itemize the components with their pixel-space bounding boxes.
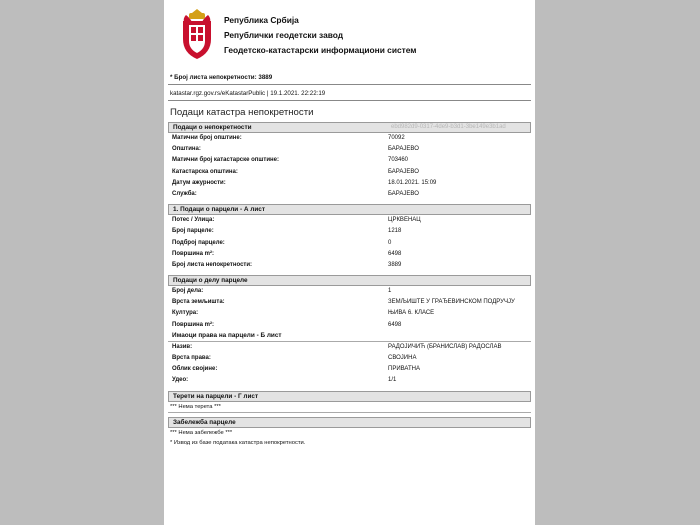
row-label: Број парцеле: [172,228,214,235]
serbian-coat-of-arms-icon [180,9,214,61]
section-title: 1. Подаци о парцели - А лист [173,206,265,214]
row-label: Служба: [172,190,197,197]
row-label: Број листа непокретности: [172,261,253,268]
divider [168,100,531,101]
header-republic: Република Србија [224,15,299,25]
table-row [168,249,531,260]
burdens-note: *** Нема терета *** [168,402,531,413]
row-value: БАРАЈЕВО [388,146,419,153]
table-row [168,167,531,178]
row-value: 0 [388,239,392,246]
row-label: Назив: [172,343,193,350]
row-label: Матични број општине: [172,135,242,141]
row-label: Удео: [172,377,189,384]
divider [168,84,531,85]
section-title: Терети на парцели - Г лист [173,392,259,400]
table-row [168,226,531,237]
row-value: ПРИВАТНА [388,366,420,373]
table-row [168,260,531,271]
table-row [168,375,531,386]
section-title: Имаоци права на парцели - Б лист [172,331,282,339]
row-label: Број дела: [172,288,204,295]
row-label: Катастарска општина: [172,168,238,175]
row-label: Облик својине: [172,366,218,373]
section-header-part [168,275,531,286]
table-row [168,238,531,249]
row-label: Површина m²: [172,321,214,328]
section-header-notes [168,417,531,428]
source-line: katastar.rgz.gov.rs/eKatastarPublic | 19.1.2021. 22:22:19 [170,90,326,97]
notes-note: *** Нема забележбе *** [170,429,233,436]
row-label: Подброј парцеле: [172,239,225,246]
page-title: Подаци катастра непокретности [170,107,314,118]
section-title: Подаци о непокретности [173,124,252,131]
sheet-number-line: * Број листа непокретности: 3889 [170,74,273,81]
row-value: 703460 [388,157,409,164]
table-row [168,286,531,297]
row-value: ЊИВА 6. КЛАСЕ [388,310,435,317]
section-header-burdens [168,391,531,402]
cadastre-table [168,122,531,448]
section-title: Подаци о делу парцеле [173,277,248,285]
row-label: Површина m²: [172,250,214,257]
section-header-owners [168,331,531,342]
table-row [168,215,531,226]
row-value: ЦРКВЕНАЦ [388,217,421,224]
row-label: Врста земљишта: [172,299,225,306]
row-value: 70092 [388,135,405,141]
row-value: 1 [388,288,392,295]
row-value: 3889 [388,261,402,268]
table-row [168,155,531,166]
section-title: Забележба парцеле [173,418,236,426]
table-row [168,320,531,331]
row-value: РАДОЈИЧИЋ (БРАНИСЛАВ) РАДОСЛАВ [388,343,502,350]
row-value: БАРАЈЕВО [388,168,419,175]
row-label: Култура: [172,310,199,317]
row-label: Потес / Улица: [172,217,215,224]
table-row [168,144,531,155]
row-value: ЗЕМЉИШТЕ У ГРАЂЕВИНСКОМ ПОДРУЧЈУ [388,299,515,306]
table-row [168,189,531,200]
section-header-property [168,122,531,133]
row-value: 18.01.2021. 15:09 [388,179,437,186]
row-label: Врста права: [172,355,211,361]
document-sheet [164,0,535,525]
row-label: Датум ажурности: [172,179,226,186]
table-row [168,364,531,375]
row-label: Матични број катастарске општине: [172,157,279,164]
row-value: 1/1 [388,377,397,384]
table-row [168,342,531,353]
row-value: БАРАЈЕВО [388,190,419,197]
table-row [168,133,531,144]
table-row [168,297,531,308]
document-hash: ebd982d9-0317-4de9-b3d1-3be149e3b1ad [391,124,506,130]
table-row [168,178,531,189]
table-row [168,353,531,364]
footer-note: * Извод из базе података катастра непокретности. [170,439,306,446]
row-value: СВОЈИНА [388,355,417,361]
table-row [168,308,531,319]
header-system: Геодетско-катастарски информациони систем [224,45,417,55]
row-label: Општина: [172,146,201,153]
row-value: 6498 [388,250,402,257]
header-institute: Републички геодетски завод [224,30,344,40]
row-value: 1218 [388,228,402,235]
row-value: 6498 [388,321,402,328]
section-header-parcel [168,204,531,215]
